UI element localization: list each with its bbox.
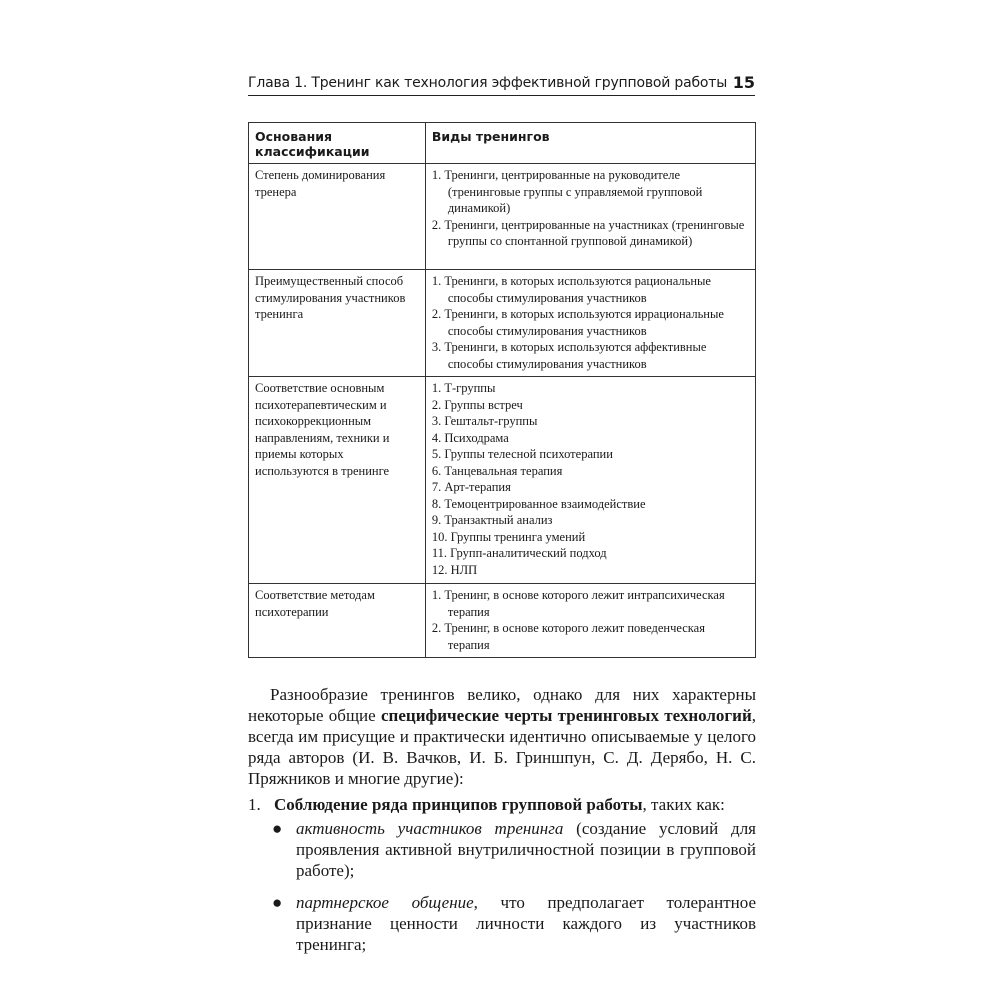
paragraph-emphasis: специфические черты тренинговых технологий <box>381 706 752 725</box>
list-item: 8. Темоцентрированное взаимодействие <box>431 496 646 511</box>
list-item: 12. НЛП <box>431 562 478 577</box>
bullet-text: (создание условий для проявления активной внутриличностной позиции в групповой работе); <box>296 819 756 880</box>
table-row <box>249 270 756 377</box>
paragraph-text: , всегда им присущие и практически идентично описываемые у целого ряда авторов (И. В. Вачков, И. Б. Гриншпун, С. Д. Дерябо, Н. С. Пряжников и многие другие): <box>248 706 756 788</box>
bullet-icon: ● <box>272 893 283 912</box>
list-item: 9. Транзактный анализ <box>431 513 553 527</box>
table-cell-types <box>425 377 755 584</box>
body-paragraph <box>248 684 756 789</box>
bullet-term: партнерское общение <box>296 893 474 912</box>
list-item: 3. Гештальт-группы <box>431 414 538 428</box>
page-number: 15 <box>732 73 755 92</box>
bullet-item <box>272 892 756 955</box>
list-item: 4. Психодрама <box>431 430 509 445</box>
bullet-item <box>272 818 756 881</box>
table-cell-types <box>425 584 755 658</box>
list-item-text: , таких как: <box>642 795 725 814</box>
numbered-list-item <box>248 794 756 815</box>
list-item: 7. Арт-терапия <box>431 480 511 494</box>
table-header-row <box>249 123 756 164</box>
table-cell-basis: Соответствие основным психотерапевтическим и психокоррекционным направлениям, техники и приемы которых используются в тренинге <box>249 377 426 584</box>
list-item: 5. Группы телесной психотерапии <box>431 447 613 461</box>
classification-table <box>248 122 756 658</box>
bullet-list <box>272 818 756 966</box>
table-cell-basis: Преимущественный способ стимулирования участников тренинга <box>249 270 426 377</box>
bullet-text: , что предполагает толерантное признание ценности личности каждого из участников тренинга; <box>296 893 756 954</box>
list-item: 1. Т-группы <box>431 381 496 395</box>
table-cell-types <box>425 270 755 377</box>
list-item: 1. Тренинги, в которых используются рациональные способы стимулирования участников <box>431 274 711 305</box>
table-row <box>249 377 756 584</box>
bullet-term: активность участников тренинга <box>296 819 564 838</box>
table-cell-basis: Соответствие методам психотерапии <box>249 584 426 658</box>
table-row <box>249 584 756 658</box>
chapter-title: Глава 1. Тренинг как технология эффективной групповой работы <box>248 75 728 91</box>
list-item: 6. Танцевальная терапия <box>431 463 563 478</box>
list-item: 2. Тренинги, центрированные на участниках (тренинговые группы со спонтанной групповой динамикой) <box>431 217 745 248</box>
list-item: 2. Тренинги, в которых используются иррациональные способы стимулирования участников <box>431 307 724 338</box>
list-item: 1. Тренинг, в основе которого лежит интрапсихическая терапия <box>431 588 725 619</box>
list-item: 10. Группы тренинга умений <box>431 529 586 544</box>
table-row <box>249 164 756 270</box>
table-cell-types <box>425 164 755 270</box>
list-item: 1. Тренинги, центрированные на руководителе (тренинговые группы с управляемой групповой динамикой) <box>431 168 703 215</box>
bullet-icon: ● <box>272 819 283 838</box>
list-item: 2. Группы встреч <box>431 397 523 412</box>
column-header-types: Виды тренингов <box>425 123 755 164</box>
list-item: 3. Тренинги, в которых используются аффективные способы стимулирования участников <box>431 340 707 371</box>
running-header <box>248 73 755 96</box>
list-number: 1. <box>248 795 261 814</box>
paragraph-text: Разнообразие тренингов велико, однако для них характерны некоторые общие <box>248 685 756 725</box>
list-item: 2. Тренинг, в основе которого лежит поведенческая терапия <box>431 621 705 652</box>
column-header-basis: Основания классификации <box>249 123 426 164</box>
list-item: 11. Групп-аналитический подход <box>431 546 607 560</box>
list-item-heading: Соблюдение ряда принципов групповой работы <box>274 795 643 814</box>
table-cell-basis: Степень доминирования тренера <box>249 164 426 270</box>
